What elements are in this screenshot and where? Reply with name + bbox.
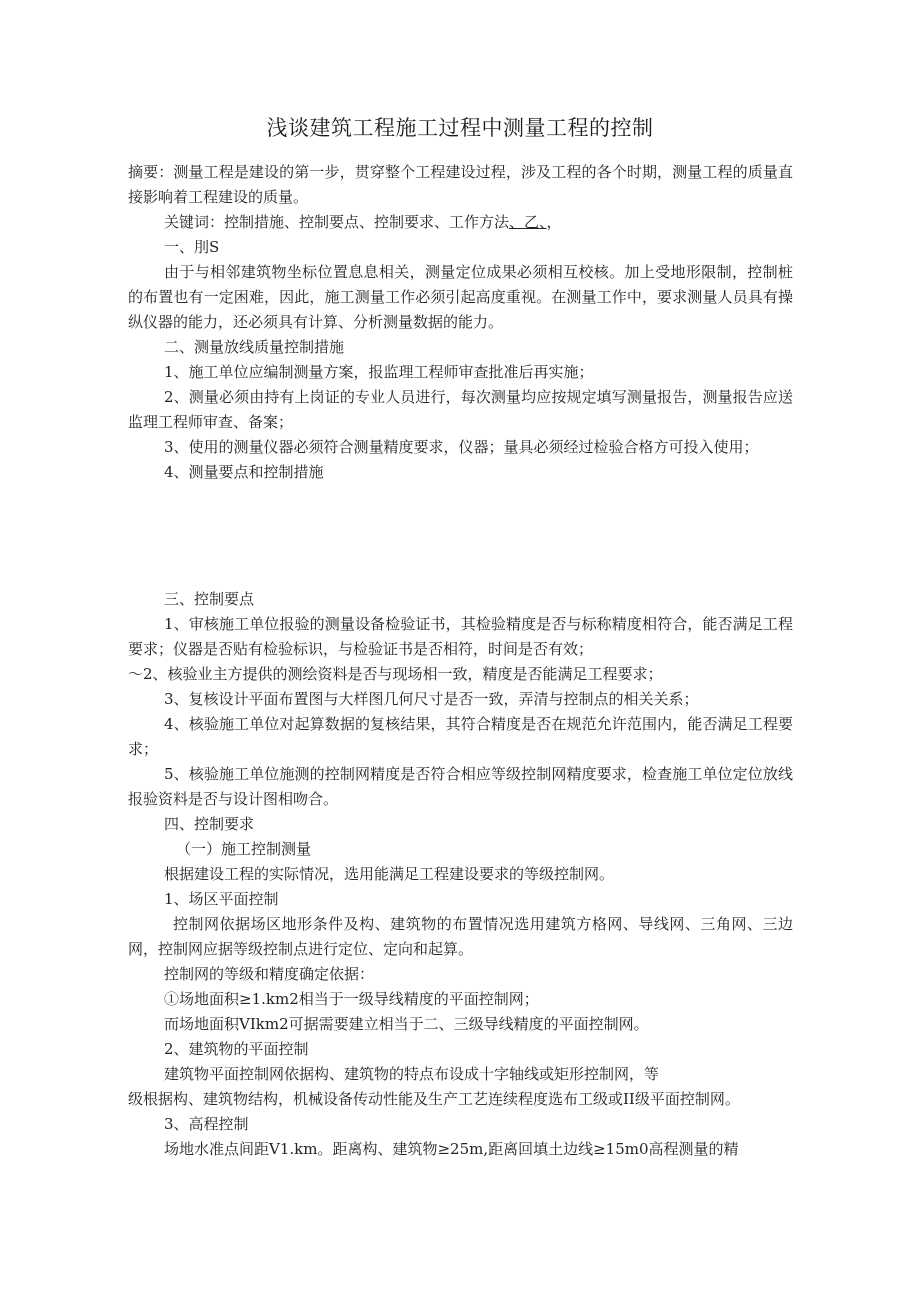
section-1-paragraph: 由于与相邻建筑物坐标位置息息相关，测量定位成果必须相互校核。加上受地形限制，控制桩的布置也有一定困难，因此，施工测量工作必须引起高度重视。在测量工作中，要求测量人员具有操纵仪器的能力，还必须具有计算、分析测量数据的能力。 [128, 263, 793, 331]
keywords-line [128, 210, 793, 235]
section-2-item-2: 2、测量必须由持有上岗证的专业人员进行，每次测量均应按规定填写测量报告，测量报告应送监理工程师审查、备案； [128, 388, 793, 431]
section-4-heading: 四、控制要求 [164, 815, 255, 833]
elevation-control-heading: 3、高程控制 [164, 1115, 249, 1133]
site-plane-control-paragraph: 控制网依据场区地形条件及构、建筑物的布置情况选用建筑方格网、导线网、三角网、三边网，控制网应据等级控制点进行定位、定向和起算。 [128, 915, 793, 958]
section-4-subheading-1: （一）施工控制测量 [176, 840, 312, 858]
section-2-item-3: 3、使用的测量仪器必须符合测量精度要求，仪器；量具必须经过检验合格方可投入使用； [164, 438, 759, 456]
section-3-item-4: 4、核验施工单位对起算数据的复核结果，其符合精度是否在规范允许范围内，能否满足工程要求； [128, 715, 793, 758]
section-4-sub-1-paragraph: 根据建设工程的实际情况，选用能满足工程建设要求的等级控制网。 [164, 865, 615, 883]
elevation-control-paragraph: 场地水准点间距V1.km。距离构、建筑物≥25m,距离回填土边线≥15m0高程测量的精 [164, 1140, 739, 1158]
building-plane-control-line-2: 级根据构、建筑物结构，机械设备传动性能及生产工艺连续程度选布工级或II级平面控制网。 [128, 1090, 740, 1108]
keywords-suffix: ， [546, 213, 562, 231]
control-network-criterion-1: ①场地面积≥1.km2相当于一级导线精度的平面控制网； [164, 990, 539, 1008]
page-title: 浅谈建筑工程施工过程中测量工程的控制 [266, 116, 654, 140]
building-plane-control-heading: 2、建筑物的平面控制 [164, 1040, 309, 1058]
section-3-item-2: 〜2、核验业主方提供的测绘资料是否与现场相一致，精度是否能满足工程要求； [128, 665, 663, 683]
section-2-item-1: 1、施工单位应编制测量方案，报监理工程师审查批准后再实施； [164, 363, 594, 381]
blank-space [128, 485, 793, 587]
abstract-paragraph: 摘要：测量工程是建设的第一步，贯穿整个工程建设过程，涉及工程的各个时期，测量工程的质量直接影响着工程建设的质量。 [128, 163, 793, 206]
section-3-item-5: 5、核验施工单位施测的控制网精度是否符合相应等级控制网精度要求，检查施工单位定位放线报验资料是否与设计图相吻合。 [128, 765, 793, 808]
control-network-basis-label: 控制网的等级和精度确定依据： [164, 965, 375, 983]
section-3-item-1: 1、审核施工单位报验的测量设备检验证书，其检验精度是否与标称精度相符合，能否满足工程要求；仪器是否贴有检验标识，与检验证书是否相符，时间是否有效； [128, 615, 793, 658]
document-body [128, 160, 793, 1162]
site-plane-control-heading: 1、场区平面控制 [164, 890, 279, 908]
section-2-item-4: 4、测量要点和控制措施 [164, 463, 324, 481]
keywords-underlined: 、乙、 [509, 213, 547, 231]
building-plane-control-line-1: 建筑物平面控制网依据构、建筑物的特点布设成十字轴线或矩形控制网，等 [164, 1065, 660, 1083]
section-3-item-3: 3、复核设计平面布置图与大样图几何尺寸是否一致，弄清与控制点的相关关系； [164, 690, 699, 708]
section-2-heading: 二、测量放线质量控制措施 [164, 338, 345, 356]
keywords-text: 关键词：控制措施、控制要点、控制要求、工作方法 [164, 213, 510, 231]
control-network-criterion-2: 而场地面积VIkm2可据需要建立相当于二、三级导线精度的平面控制网。 [164, 1015, 649, 1033]
section-1-heading: 一、刖S [164, 238, 220, 256]
section-3-heading: 三、控制要点 [164, 590, 255, 608]
